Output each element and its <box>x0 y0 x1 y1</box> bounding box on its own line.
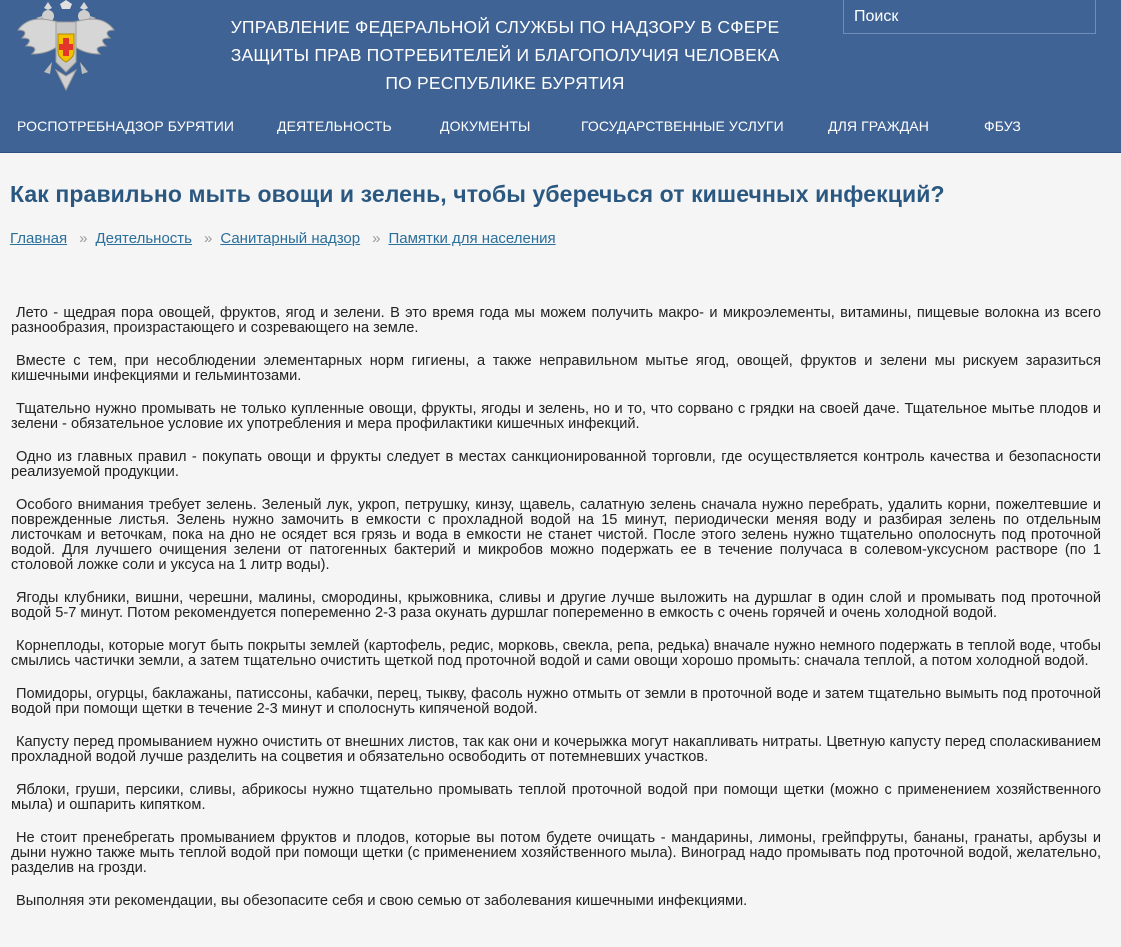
breadcrumb-home-link[interactable]: Главная <box>10 230 68 247</box>
article-paragraph: Вместе с тем, при несоблюдении элементарных норм гигиены, а также неправильном мытье ягод, овощей, фруктов и зелени мы рискуем заразиться кишечными инфекциями и гельминтозами. <box>11 353 1101 384</box>
emblem-icon[interactable] <box>14 0 118 94</box>
article-paragraph: Лето - щедрая пора овощей, фруктов, ягод и зелени. В это время года мы можем получить макро- и микроэлементы, витамины, пищевые волокна из всего разнообразия, произрастающего и созревающего на земле. <box>11 305 1101 336</box>
article-paragraph: Тщательно нужно промывать не только купленные овощи, фрукты, ягоды и зелень, но и то, что сорвано с грядки на своей даче. Тщательное мытье плодов и зелени - обязательное условие их употребления и мера профилактики кишечных инфекций. <box>11 401 1101 432</box>
article-paragraph: Выполняя эти рекомендации, вы обезопасите себя и свою семью от заболевания кишечными инфекциями. <box>16 893 748 909</box>
breadcrumb-memos-link[interactable]: Памятки для населения <box>388 230 556 247</box>
agency-title-line-1: УПРАВЛЕНИЕ ФЕДЕРАЛЬНОЙ СЛУЖБЫ ПО НАДЗОРУ В СФЕРЕ <box>230 17 780 37</box>
site-header <box>0 0 1121 153</box>
breadcrumb-separator: » <box>372 230 381 247</box>
agency-title <box>200 13 810 97</box>
article-paragraph: Помидоры, огурцы, баклажаны, патиссоны, кабачки, перец, тыкву, фасоль нужно отмыть от земли в проточной воде и затем тщательно вымыть под проточной водой при помощи щетки в течение 2-3 минут и сполоснуть кипяченой водой. <box>11 686 1101 717</box>
nav-item-activity[interactable]: ДЕЯТЕЛЬНОСТЬ <box>277 118 392 134</box>
agency-title-line-3: ПО РЕСПУБЛИКЕ БУРЯТИЯ <box>385 73 625 93</box>
nav-item-rospotrebnadzor[interactable]: РОСПОТРЕБНАДЗОР БУРЯТИИ <box>17 118 235 134</box>
article-paragraph: Одно из главных правил - покупать овощи и фрукты следует в местах санкционированной торговли, где осуществляется контроль качества и безопасности реализуемой продукции. <box>11 449 1101 480</box>
main-nav <box>0 118 1121 144</box>
nav-item-gov-services[interactable]: ГОСУДАРСТВЕННЫЕ УСЛУГИ <box>581 118 784 134</box>
article-paragraph: Корнеплоды, которые могут быть покрыты землей (картофель, редис, морковь, свекла, репа, редька) вначале нужно немного подержать в теплой воде, чтобы смылись частички земли, а затем тщательно очистить щеткой под проточной водой и сами овощи хорошо промыть: сначала теплой, а потом холодной водой. <box>11 638 1101 669</box>
article-paragraph: Не стоит пренебрегать промыванием фруктов и плодов, которые вы потом будете очищать - мандарины, лимоны, грейпфруты, бананы, гранаты, арбузы и дыни нужно также мыть теплой водой при помощи щетки (с применением хозяйственного мыла). Виноград надо промывать под проточной водой, желательно, разделив на грозди. <box>11 830 1101 876</box>
article-paragraph: Ягоды клубники, вишни, черешни, малины, смородины, крыжовника, сливы и другие лучше выложить на дуршлаг в один слой и промывать под проточной водой 5-7 минут. Потом рекомендуется попеременно 2-3 раза окунать дуршлаг попеременно в емкость с очень горячей и очень холодной водой. <box>11 590 1101 621</box>
breadcrumb-separator: » <box>204 230 213 247</box>
search-input[interactable] <box>843 0 1096 34</box>
nav-item-documents[interactable]: ДОКУМЕНТЫ <box>440 118 531 134</box>
article-body <box>11 306 1101 927</box>
article-paragraph: Капусту перед промыванием нужно очистить от внешних листов, так как они и кочерыжка могут накапливать нитраты. Цветную капусту перед споласкиванием прохладной водой лучше разделить на соцветия и обязательно освободить от потемневших участков. <box>11 734 1101 765</box>
article-paragraph: Яблоки, груши, персики, сливы, абрикосы нужно тщательно промывать теплой проточной водой при помощи щетки (можно с применением хозяйственного мыла) и ошпарить кипятком. <box>11 782 1101 813</box>
breadcrumb-sanitary-link[interactable]: Санитарный надзор <box>220 230 361 247</box>
page-title: Как правильно мыть овощи и зелень, чтобы уберечься от кишечных инфекций? <box>10 181 945 207</box>
nav-item-for-citizens[interactable]: ДЛЯ ГРАЖДАН <box>828 118 929 134</box>
breadcrumb-activity-link[interactable]: Деятельность <box>95 230 192 247</box>
article-paragraph: Особого внимания требует зелень. Зеленый лук, укроп, петрушку, кинзу, щавель, салатную зелень сначала нужно перебрать, удалить корни, пожелтевшие и поврежденные листья. Зелень нужно замочить в емкости с прохладной водой на 15 минут, периодически меняя воду и разбирая зелень по отдельным листочкам и веточкам, пока на дно не осядет вся грязь и вода в емкости не станет чистой. После этого зелень нужно тщательно ополоснуть под проточной водой. Для лучшего очищения зелени от патогенных бактерий и микробов можно подержать ее в течение получаса в солевом-уксусном растворе (по 1 столовой ложке соли и уксуса на 1 литр воды). <box>11 497 1101 573</box>
breadcrumb-separator: » <box>79 230 88 247</box>
nav-item-fbuz[interactable]: ФБУЗ <box>984 118 1021 134</box>
agency-title-line-2: ЗАЩИТЫ ПРАВ ПОТРЕБИТЕЛЕЙ И БЛАГОПОЛУЧИЯ ЧЕЛОВЕКА <box>230 45 780 65</box>
breadcrumb <box>10 230 556 247</box>
